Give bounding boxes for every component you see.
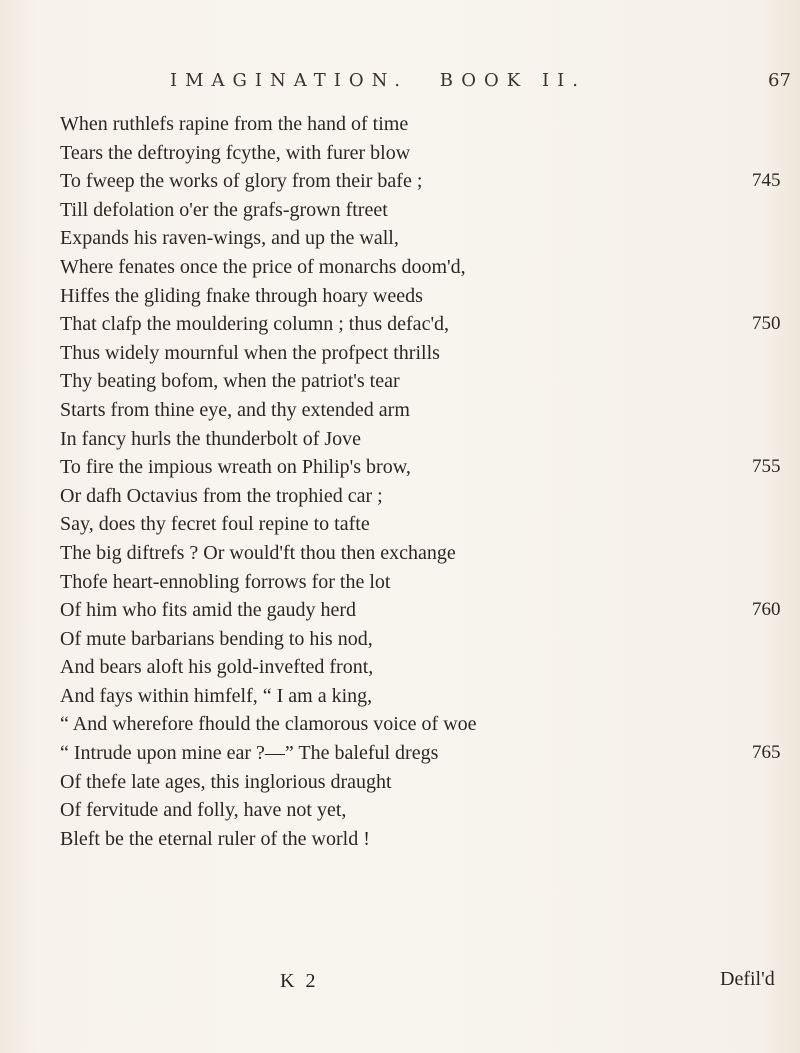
- verse-line: To fire the impious wreath on Philip's brow,: [60, 456, 411, 479]
- verse-line: Say, does thy fecret foul repine to tafte: [60, 513, 370, 536]
- verse-line: And fays within himfelf, “ I am a king,: [60, 684, 373, 707]
- verse-line: Or dafh Octavius from the trophied car ;: [60, 484, 383, 507]
- verse-line: Starts from thine eye, and thy extended arm: [60, 398, 410, 421]
- verse-line: Till defolation o'er the grafs-grown ftreet: [60, 198, 388, 221]
- verse-line: When ruthlefs rapine from the hand of time: [60, 113, 409, 135]
- verse-line: The big diftrefs ? Or would'ft thou then exchange: [60, 541, 456, 564]
- verse-line: Expands his raven-wings, and up the wall,: [60, 227, 399, 250]
- verse-line: To fweep the works of glory from their bafe ;: [60, 170, 423, 193]
- verse-line: Of fervitude and folly, have not yet,: [60, 799, 347, 822]
- signature-mark: K 2: [280, 970, 319, 992]
- verse-line: Thofe heart-ennobling forrows for the lot: [60, 570, 391, 593]
- line-number: 765: [752, 742, 781, 764]
- verse-line: Of thefe late ages, this inglorious draught: [60, 770, 392, 793]
- line-number: 755: [752, 456, 781, 478]
- verse-line: And bears aloft his gold-invefted front,: [60, 656, 374, 679]
- running-title: IMAGINATION.: [170, 70, 408, 91]
- verse-line: “ Intrude upon mine ear ?—” The baleful dregs: [60, 742, 439, 765]
- verse-line: Thus widely mournful when the profpect thrills: [60, 341, 440, 364]
- running-head: [170, 70, 586, 91]
- verse-line: That clafp the mouldering column ; thus defac'd,: [60, 313, 450, 336]
- poem-text: [60, 110, 700, 853]
- verse-line: Thy beating bofom, when the patriot's tear: [60, 370, 400, 393]
- page-number: 67: [768, 70, 791, 91]
- verse-line: “ And wherefore fhould the clamorous voice of woe: [60, 713, 477, 736]
- line-number: 745: [752, 170, 781, 192]
- verse-line: Of him who fits amid the gaudy herd: [60, 599, 357, 622]
- catchword: Defil'd: [720, 968, 775, 990]
- verse-line: Of mute barbarians bending to his nod,: [60, 627, 373, 650]
- line-number: 750: [752, 313, 781, 335]
- verse-line: Where fenates once the price of monarchs doom'd,: [60, 255, 466, 278]
- line-number: 760: [752, 599, 781, 621]
- verse-line: In fancy hurls the thunderbolt of Jove: [60, 427, 362, 450]
- book-label: BOOK II.: [439, 70, 586, 91]
- verse-line: Tears the deftroying fcythe, with furer blow: [60, 141, 411, 164]
- verse-line: Hiffes the gliding fnake through hoary weeds: [60, 284, 423, 307]
- verse-line: Bleft be the eternal ruler of the world !: [60, 827, 370, 850]
